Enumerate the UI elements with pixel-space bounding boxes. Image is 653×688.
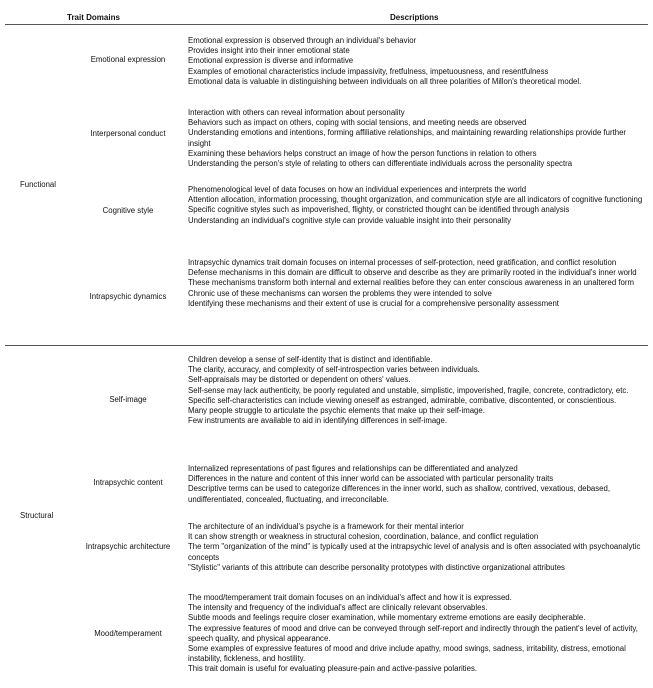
description-line: "Stylistic" variants of this attribute can describe personality prototypes with distinctive organizational attributes — [188, 562, 565, 572]
trait-domain-name: Interpersonal conduct — [90, 129, 166, 138]
description-line: Intrapsychic dynamics trait domain focuses on internal processes of self-protection, need gratification, and conflict resolution — [188, 258, 617, 267]
trait-domain-name: Intrapsychic content — [93, 478, 163, 487]
description-line: Understanding the person's style of relating to others can differentiate individuals across the personality spectra — [188, 159, 573, 169]
description-line: Phenomenological level of data focuses on how an individual experiences and interprets the world — [188, 185, 527, 194]
description-list — [188, 108, 646, 169]
description-line: Chronic use of these mechanisms can worsen the problems they were intended to solve — [188, 288, 492, 298]
description-line: Emotional data is valuable in distinguishing between individuals on all three polarities of Millon's theoretical model. — [188, 76, 582, 86]
description-line: Subtle moods and feelings require closer examination, while momentary extreme emotions are easily decipherable. — [188, 613, 586, 623]
description-line: Emotional expression is observed through an individual's behavior — [188, 36, 417, 45]
description-line: Understanding an individual's cognitive style can provide valuable insight into their personality — [188, 215, 512, 225]
description-line: Examples of emotional characteristics include impassivity, fretfulness, impetuousness, and resentfulness — [188, 66, 549, 76]
description-line: The mood/temperament trait domain focuses on an individual's affect and how it is expressed. — [188, 593, 512, 602]
description-line: The expressive features of mood and drive can be conveyed through self-report and indirectly through the patient's level of activity, speech quality, and physical appearance. — [188, 623, 638, 643]
description-line: Emotional expression is diverse and informative — [188, 56, 354, 66]
trait-domain-name: Mood/temperament — [94, 629, 162, 638]
description-line: Examining these behaviors helps construct an image of how the person functions in relation to others — [188, 148, 537, 158]
description-line: Self-sense may lack authenticity, be poorly regulated and unstable, simplistic, impoverished, fragile, concrete, contradictory, etc. — [188, 385, 629, 395]
description-line: Specific cognitive styles such as impoverished, flighty, or constricted thought can be identified through analysis — [188, 205, 570, 215]
description-list — [188, 464, 646, 505]
trait-domain-name: Self-image — [109, 395, 147, 404]
description-list — [188, 522, 646, 573]
description-line: Internalized representations of past figures and relationships can be differentiated and analyzed — [188, 464, 518, 473]
description-line: Descriptive terms can be used to categorize differences in the inner world, such as shallow, contrived, vexatious, debased, undifferentiated, concealed, fluctuating, and irreconcilable. — [188, 484, 610, 504]
description-line: Attention allocation, information processing, thought organization, and communication style are all indicators of cognitive functioning — [188, 195, 643, 205]
description-list — [188, 36, 646, 87]
description-list — [188, 593, 646, 675]
group-divider — [5, 345, 648, 346]
column-header-descriptions: Descriptions — [390, 13, 439, 22]
description-line: The architecture of an individual's psyche is a framework for their mental interior — [188, 522, 464, 531]
description-line: Self-appraisals may be distorted or dependent on others' values. — [188, 375, 411, 385]
description-line: Identifying these mechanisms and their extent of use is crucial for a comprehensive personality assessment — [188, 298, 559, 308]
column-header-trait-domains: Trait Domains — [67, 13, 120, 22]
group-label: Functional — [20, 180, 56, 189]
description-line: Children develop a sense of self-identity that is distinct and identifiable. — [188, 355, 433, 364]
description-line: Differences in the nature and content of this inner world can be associated with particular personality traits — [188, 474, 554, 484]
description-list — [188, 258, 646, 309]
trait-domain-name: Intrapsychic architecture — [85, 542, 171, 551]
description-line: Understanding emotions and intentions, forming affiliative relationships, and maintaining rewarding relationships provide further insight — [188, 128, 627, 148]
description-line: The clarity, accuracy, and complexity of self-introspection varies between individuals. — [188, 365, 480, 375]
description-line: Specific self-characteristics can include viewing oneself as estranged, admirable, combative, discontented, or conscientious. — [188, 395, 617, 405]
description-list — [188, 355, 646, 426]
description-line: Few instruments are available to aid in identifying differences in self-image. — [188, 416, 448, 426]
header-divider — [5, 24, 648, 25]
group-label: Structural — [20, 511, 54, 520]
trait-domain-name: Intrapsychic dynamics — [89, 292, 167, 301]
description-line: Defense mechanisms in this domain are difficult to observe and describe as they are primarily rooted in the individual's inner world — [188, 268, 637, 278]
description-line: These mechanisms transform both internal and external realities before they can enter conscious awareness in an unaltered form — [188, 278, 634, 288]
trait-domain-name: Emotional expression — [90, 55, 166, 64]
description-line: Many people struggle to articulate the psychic elements that make up their self-image. — [188, 406, 485, 416]
description-line: Behaviors such as impact on others, coping with social tensions, and meeting needs are observed — [188, 118, 527, 128]
description-line: The term "organization of the mind" is typically used at the intrapsychic level of analysis and is often associated with psychoanalytic concepts — [188, 542, 641, 562]
description-line: Provides insight into their inner emotional state — [188, 46, 350, 56]
description-line: This trait domain is useful for evaluating pleasure-pain and active-passive polarities. — [188, 664, 478, 674]
description-line: Some examples of expressive features of mood and drive include apathy, mood swings, sadness, irritability, distress, emotional instability, fickleness, and hostility. — [188, 644, 626, 664]
description-list — [188, 185, 646, 226]
description-line: The intensity and frequency of the individual's affect are clinically relevant observables. — [188, 603, 488, 613]
trait-domain-name: Cognitive style — [102, 206, 154, 215]
description-line: It can show strength or weakness in structural cohesion, coordination, balance, and conflict regulation — [188, 532, 539, 542]
description-line: Interaction with others can reveal information about personality — [188, 108, 405, 117]
